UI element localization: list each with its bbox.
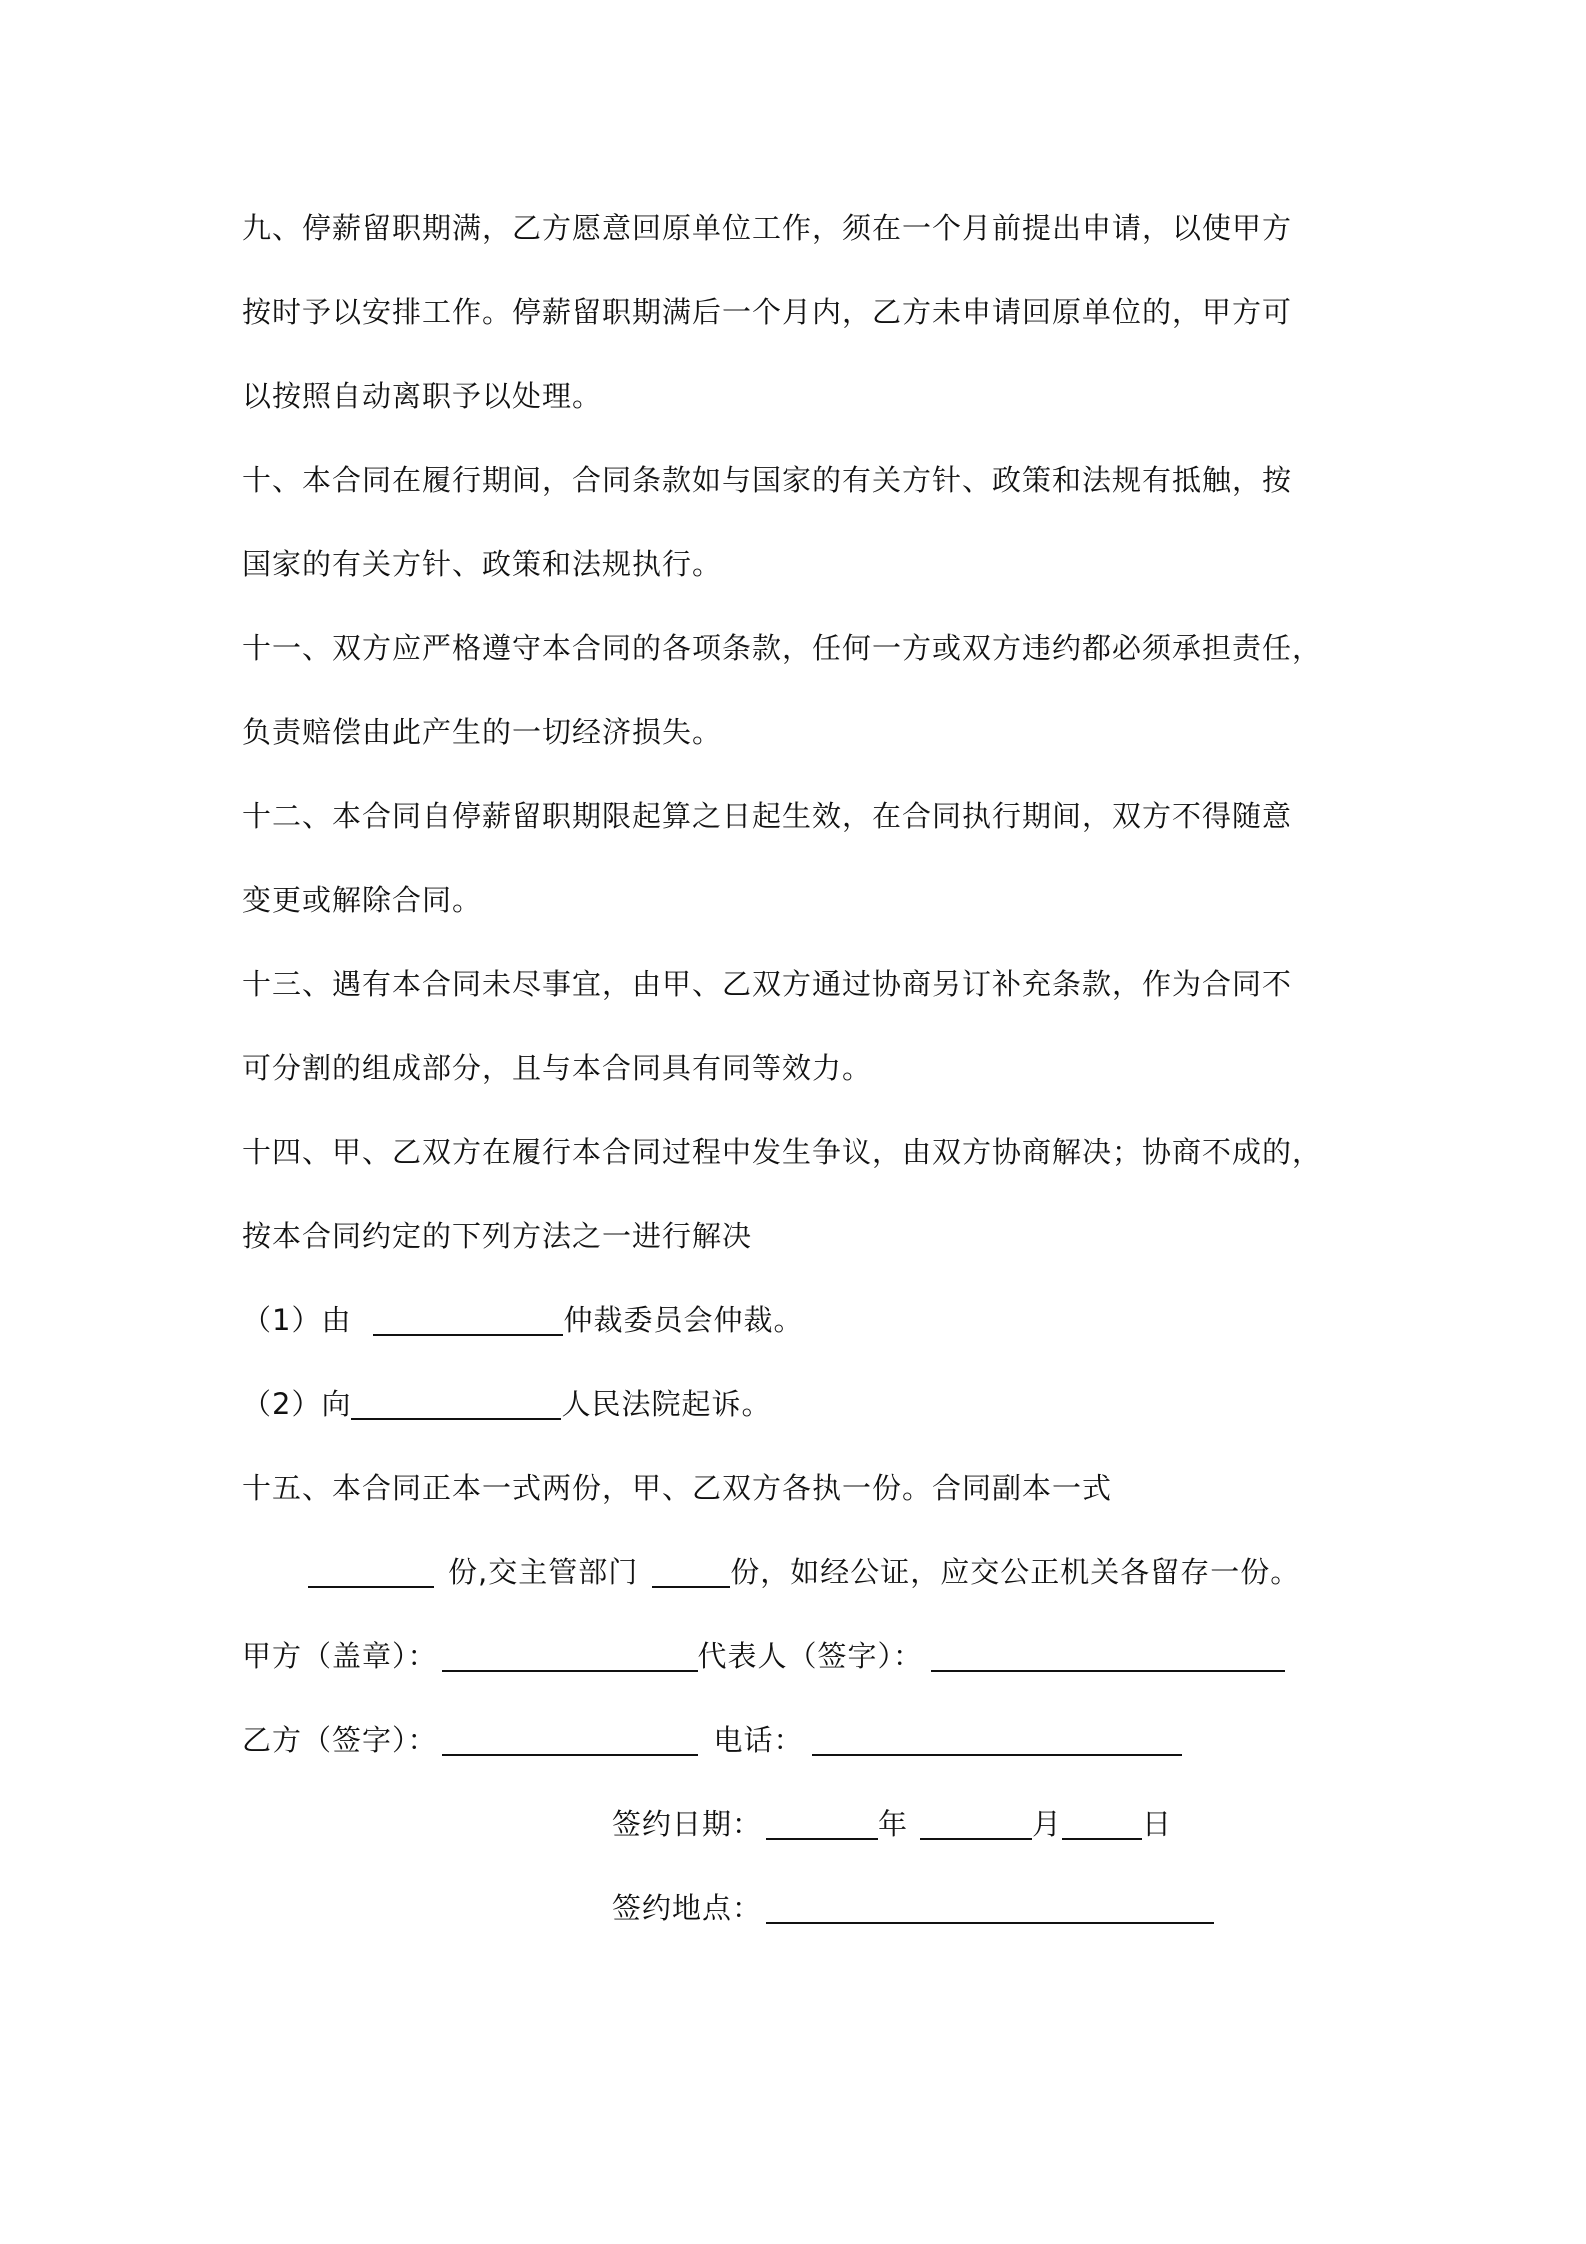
phone-label: 电话： [713, 1723, 804, 1757]
clause-9-line-3: 以按照自动离职予以处理。 [242, 379, 603, 413]
day-field[interactable] [1062, 1808, 1142, 1840]
party-a-seal-field[interactable] [442, 1640, 698, 1672]
year-field[interactable] [766, 1808, 878, 1840]
year-label: 年 [878, 1807, 909, 1841]
party-a-row [242, 1636, 1285, 1676]
litigation-option-suffix: 人民法院起诉。 [561, 1387, 772, 1421]
party-b-signature-field[interactable] [442, 1724, 698, 1756]
arbitration-option-suffix: 仲裁委员会仲裁。 [563, 1303, 804, 1337]
authority-copies-blank[interactable] [652, 1556, 730, 1588]
sign-place-row [612, 1888, 1214, 1928]
representative-signature-field[interactable] [931, 1640, 1285, 1672]
clause-15-line-1: 十五、本合同正本一式两份，甲、乙双方各执一份。合同副本一式 [242, 1471, 1113, 1505]
clause-12-line-2: 变更或解除合同。 [242, 883, 483, 917]
arbitration-option-prefix: （1）由 [242, 1303, 352, 1337]
litigation-option [242, 1384, 771, 1424]
phone-field[interactable] [812, 1724, 1182, 1756]
clause-11-line-1: 十一、双方应严格遵守本合同的各项条款，任何一方或双方违约都必须承担责任， [242, 631, 1323, 665]
clause-14-line-1: 十四、甲、乙双方在履行本合同过程中发生争议，由双方协商解决；协商不成的， [242, 1135, 1323, 1169]
clause-10-line-1: 十、本合同在履行期间，合同条款如与国家的有关方针、政策和法规有抵触，按 [242, 463, 1293, 497]
clause-9-line-2: 按时予以安排工作。停薪留职期满后一个月内，乙方未申请回原单位的，甲方可 [242, 295, 1293, 329]
clause-11-line-2: 负责赔偿由此产生的一切经济损失。 [242, 715, 723, 749]
sign-date-row [612, 1804, 1172, 1844]
clause-15-line-2-b: 份，如经公证，应交公正机关各留存一份。 [730, 1555, 1301, 1589]
clause-13-line-2: 可分割的组成部分，且与本合同具有同等效力。 [242, 1051, 873, 1085]
clause-9-line-1: 九、停薪留职期满，乙方愿意回原单位工作，须在一个月前提出申请，以使甲方 [242, 211, 1293, 245]
arbitration-option [242, 1300, 803, 1340]
sign-place-field[interactable] [766, 1892, 1214, 1924]
clause-15-line-2-a: 份,交主管部门 [448, 1555, 639, 1589]
clause-13-line-1: 十三、遇有本合同未尽事宜，由甲、乙双方通过协商另订补充条款，作为合同不 [242, 967, 1293, 1001]
arbitration-committee-blank[interactable] [373, 1304, 563, 1336]
clause-15-line-2 [308, 1552, 1300, 1592]
party-b-row [242, 1720, 1182, 1760]
party-b-label: 乙方（签字）： [242, 1723, 438, 1757]
month-label: 月 [1032, 1807, 1063, 1841]
clause-10-line-2: 国家的有关方针、政策和法规执行。 [242, 547, 723, 581]
month-field[interactable] [920, 1808, 1032, 1840]
court-blank[interactable] [351, 1388, 561, 1420]
day-label: 日 [1142, 1807, 1173, 1841]
clause-12-line-1: 十二、本合同自停薪留职期限起算之日起生效，在合同执行期间，双方不得随意 [242, 799, 1293, 833]
clause-14-line-2: 按本合同约定的下列方法之一进行解决 [242, 1219, 753, 1253]
party-a-label: 甲方（盖章）： [242, 1639, 438, 1673]
sign-place-label: 签约地点： [612, 1891, 763, 1925]
sign-date-label: 签约日期： [612, 1807, 763, 1841]
litigation-option-prefix: （2）向 [242, 1387, 352, 1421]
copies-count-blank[interactable] [308, 1556, 434, 1588]
representative-label: 代表人（签字）： [697, 1639, 924, 1673]
